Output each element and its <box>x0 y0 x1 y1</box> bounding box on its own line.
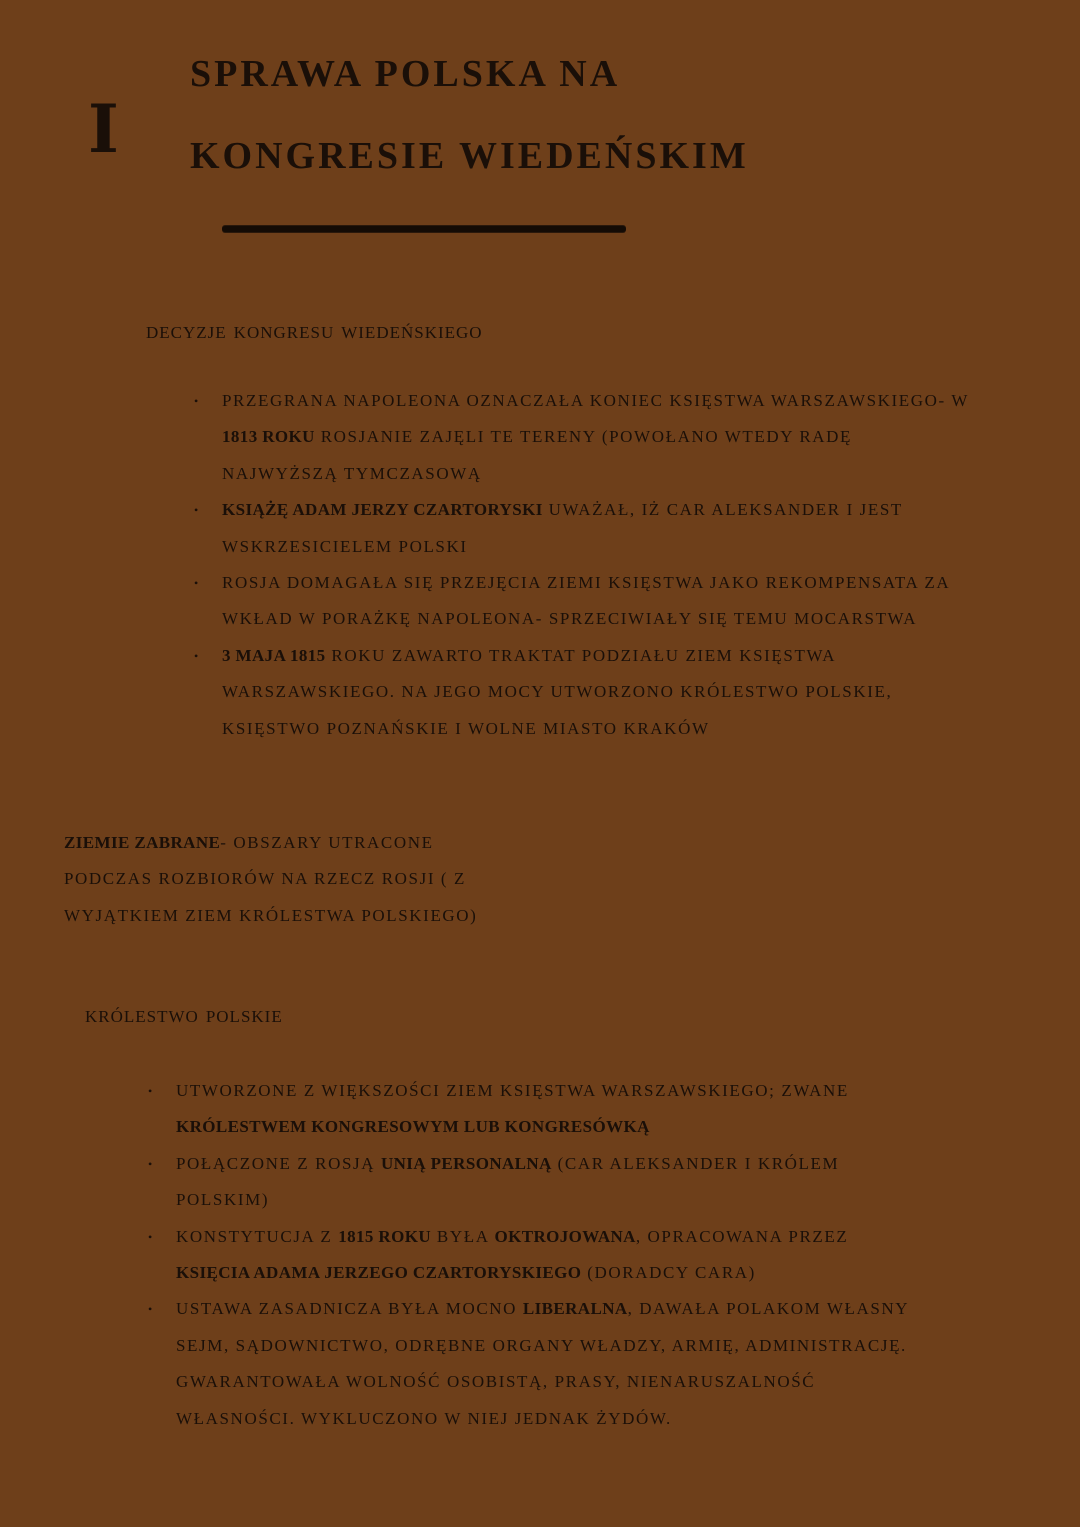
bullet-icon: • <box>148 1302 154 1317</box>
bullet-icon: • <box>194 394 200 408</box>
list-item: • KSIĄŻĘ ADAM JERZY CZARTORYSKI UWAŻAŁ, IŻ CAR ALEKSANDER I JEST WSKRZESICIELEM POLSKI <box>222 492 992 565</box>
title-divider <box>222 226 626 232</box>
list-item: • USTAWA ZASADNICZA BYŁA MOCNO LIBERALNA, DAWAŁA POLAKOM WŁASNY SEJM, SĄDOWNICTWO, ODRĘBNE ORGANY WŁADZY, ARMIĘ, ADMINISTRACJĘ. GWARANTOWAŁA WOLNOŚĆ OSOBISTĄ, PRASY, NIENARUSZALNOŚĆ WŁASNOŚCI. WYKLUCZONO W NIEJ JEDNAK ŻYDÓW. <box>176 1291 946 1437</box>
bullet-icon: • <box>194 576 200 591</box>
section-heading-krolestwo: królestwo polskie <box>85 1002 283 1028</box>
chapter-number: I <box>88 90 119 168</box>
bullet-icon: • <box>148 1084 154 1098</box>
bullet-icon: • <box>194 503 200 518</box>
list-item: • KONSTYTUCJA Z 1815 ROKU BYŁA OKTROJOWANA, OPRACOWANA PRZEZ KSIĘCIA ADAMA JERZEGO CZARTORYSKIEGO (DORADCY CARA) <box>176 1219 946 1292</box>
list-item: • 3 MAJA 1815 ROKU ZAWARTO TRAKTAT PODZIAŁU ZIEM KSIĘSTWA WARSZAWSKIEGO. NA JEGO MOCY UTWORZONO KRÓLESTWO POLSKIE, KSIĘSTWO POZNAŃSKIE I WOLNE MIASTO KRAKÓW <box>222 638 992 747</box>
list-item: • POŁĄCZONE Z ROSJĄ UNIĄ PERSONALNĄ (CAR ALEKSANDER I KRÓLEM POLSKIM) <box>176 1146 946 1219</box>
definition-ziemie-zabrane: ZIEMIE ZABRANE- OBSZARY UTRACONE PODCZAS ROZBIORÓW NA RZECZ ROSJI ( Z WYJĄTKIEM ZIEM KRÓLESTWA POLSKIEGO) <box>64 833 478 925</box>
section1-list <box>194 383 992 747</box>
list-item: • PRZEGRANA NAPOLEONA OZNACZAŁA KONIEC KSIĘSTWA WARSZAWSKIEGO- W 1813 ROKU ROSJANIE ZAJĘLI TE TERENY (POWOŁANO WTEDY RADĘ NAJWYŻSZĄ TYMCZASOWĄ <box>222 383 992 492</box>
section-heading-decyzje: decyzje kongresu wiedeńskiego <box>146 318 483 344</box>
page-title-line-1: SPRAWA POLSKA NA <box>190 53 621 95</box>
bullet-icon: • <box>194 648 200 663</box>
definition-term: ZIEMIE ZABRANE <box>64 833 221 852</box>
bullet-icon: • <box>148 1229 154 1244</box>
section2-list <box>148 1073 946 1437</box>
list-item: • UTWORZONE Z WIĘKSZOŚCI ZIEM KSIĘSTWA WARSZAWSKIEGO; ZWANE KRÓLESTWEM KONGRESOWYM LUB KONGRESÓWKĄ <box>176 1073 946 1146</box>
bullet-icon: • <box>148 1156 154 1171</box>
page-title-line-2: KONGRESIE WIEDEŃSKIM <box>190 135 749 177</box>
list-item: • ROSJA DOMAGAŁA SIĘ PRZEJĘCIA ZIEMI KSIĘSTWA JAKO REKOMPENSATA ZA WKŁAD W PORAŻKĘ NAPOLEONA- SPRZECIWIAŁY SIĘ TEMU MOCARSTWA <box>222 565 992 638</box>
